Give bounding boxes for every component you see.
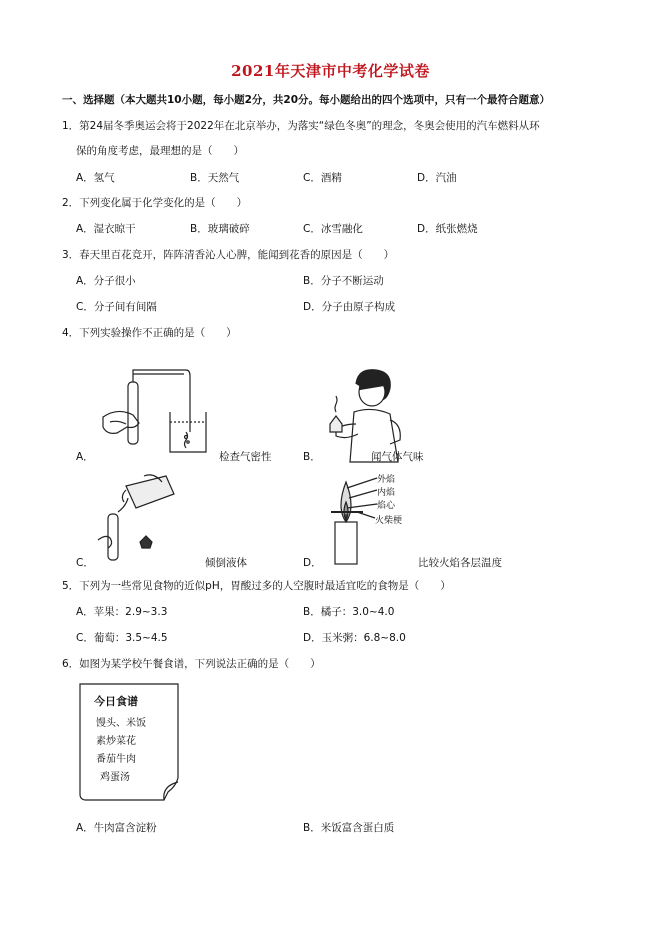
menu-item: 番茄牛肉 bbox=[96, 754, 136, 765]
menu-title: 今日食谱 bbox=[94, 695, 138, 708]
menu-item: 素炒菜花 bbox=[96, 736, 136, 747]
pouring-liquid-figure bbox=[96, 472, 186, 562]
q1-option-d: D．汽油 bbox=[417, 172, 457, 184]
question-1-stem-cont: 保的角度考虑，最理想的是（ ） bbox=[76, 145, 244, 157]
q4-option-c-caption: 倾倒液体 bbox=[205, 557, 247, 569]
airtightness-check-figure bbox=[98, 362, 218, 460]
flame-label-outer: 外焰 bbox=[377, 475, 396, 485]
flame-label-inner: 内焰 bbox=[377, 488, 396, 498]
q2-option-a: A．湿衣晾干 bbox=[76, 223, 136, 235]
q4-option-a-letter: A． bbox=[76, 451, 94, 463]
q3-option-d: D．分子由原子构成 bbox=[303, 301, 396, 313]
q4-option-b-caption: 闻气体气味 bbox=[371, 451, 424, 463]
q2-option-b: B．玻璃破碎 bbox=[190, 223, 250, 235]
q5-option-b: B．橘子：3.0~4.0 bbox=[303, 606, 395, 618]
q1-option-a: A．氢气 bbox=[76, 172, 115, 184]
menu-item: 鸡蛋汤 bbox=[100, 772, 130, 783]
q1-option-b: B．天然气 bbox=[190, 172, 240, 184]
question-4-stem: 4．下列实验操作不正确的是（ ） bbox=[62, 327, 237, 339]
q5-option-c: C．葡萄：3.5~4.5 bbox=[76, 632, 168, 644]
question-5-stem: 5．下列为一些常见食物的近似pH，胃酸过多的人空腹时最适宜吃的食物是（ ） bbox=[62, 580, 451, 592]
question-6-stem: 6．如图为某学校午餐食谱，下列说法正确的是（ ） bbox=[62, 658, 321, 670]
page-title: 2021年天津市中考化学试卷 bbox=[231, 62, 430, 80]
question-1-stem: 1．第24届冬季奥运会将于2022年在北京举办，为落实“绿色冬奥”的理念，冬奥会使用的汽车燃料从环 bbox=[62, 120, 540, 132]
flame-label-match: 火柴梗 bbox=[375, 516, 403, 526]
q5-option-a: A．苹果：2.9~3.3 bbox=[76, 606, 168, 618]
q4-option-d-caption: 比较火焰各层温度 bbox=[418, 557, 502, 569]
question-3-stem: 3．春天里百花竞开，阵阵清香沁人心脾，能闻到花香的原因是（ ） bbox=[62, 249, 395, 261]
q1-option-c: C．酒精 bbox=[303, 172, 342, 184]
q2-option-d: D．纸张燃烧 bbox=[417, 223, 478, 235]
q2-option-c: C．冰雪融化 bbox=[303, 223, 363, 235]
q3-option-b: B．分子不断运动 bbox=[303, 275, 384, 287]
q4-option-b-letter: B． bbox=[303, 451, 321, 463]
question-2-stem: 2．下列变化属于化学变化的是（ ） bbox=[62, 197, 248, 209]
q4-option-d-letter: D． bbox=[303, 557, 322, 569]
q4-option-a-caption: 检查气密性 bbox=[219, 451, 272, 463]
flame-label-core: 焰心 bbox=[377, 501, 396, 511]
q4-option-c-letter: C． bbox=[76, 557, 94, 569]
menu-item: 馒头、米饭 bbox=[96, 718, 146, 729]
q5-option-d: D．玉米粥：6.8~8.0 bbox=[303, 632, 406, 644]
q3-option-a: A．分子很小 bbox=[76, 275, 136, 287]
section-heading: 一、选择题（本大题共10小题，每小题2分，共20分。每小题给出的四个选项中，只有一个最符合题意） bbox=[62, 94, 551, 106]
q6-option-b: B．米饭富含蛋白质 bbox=[303, 822, 395, 834]
q6-option-a: A．牛肉富含淀粉 bbox=[76, 822, 157, 834]
q3-option-c: C．分子间有间隔 bbox=[76, 301, 157, 313]
